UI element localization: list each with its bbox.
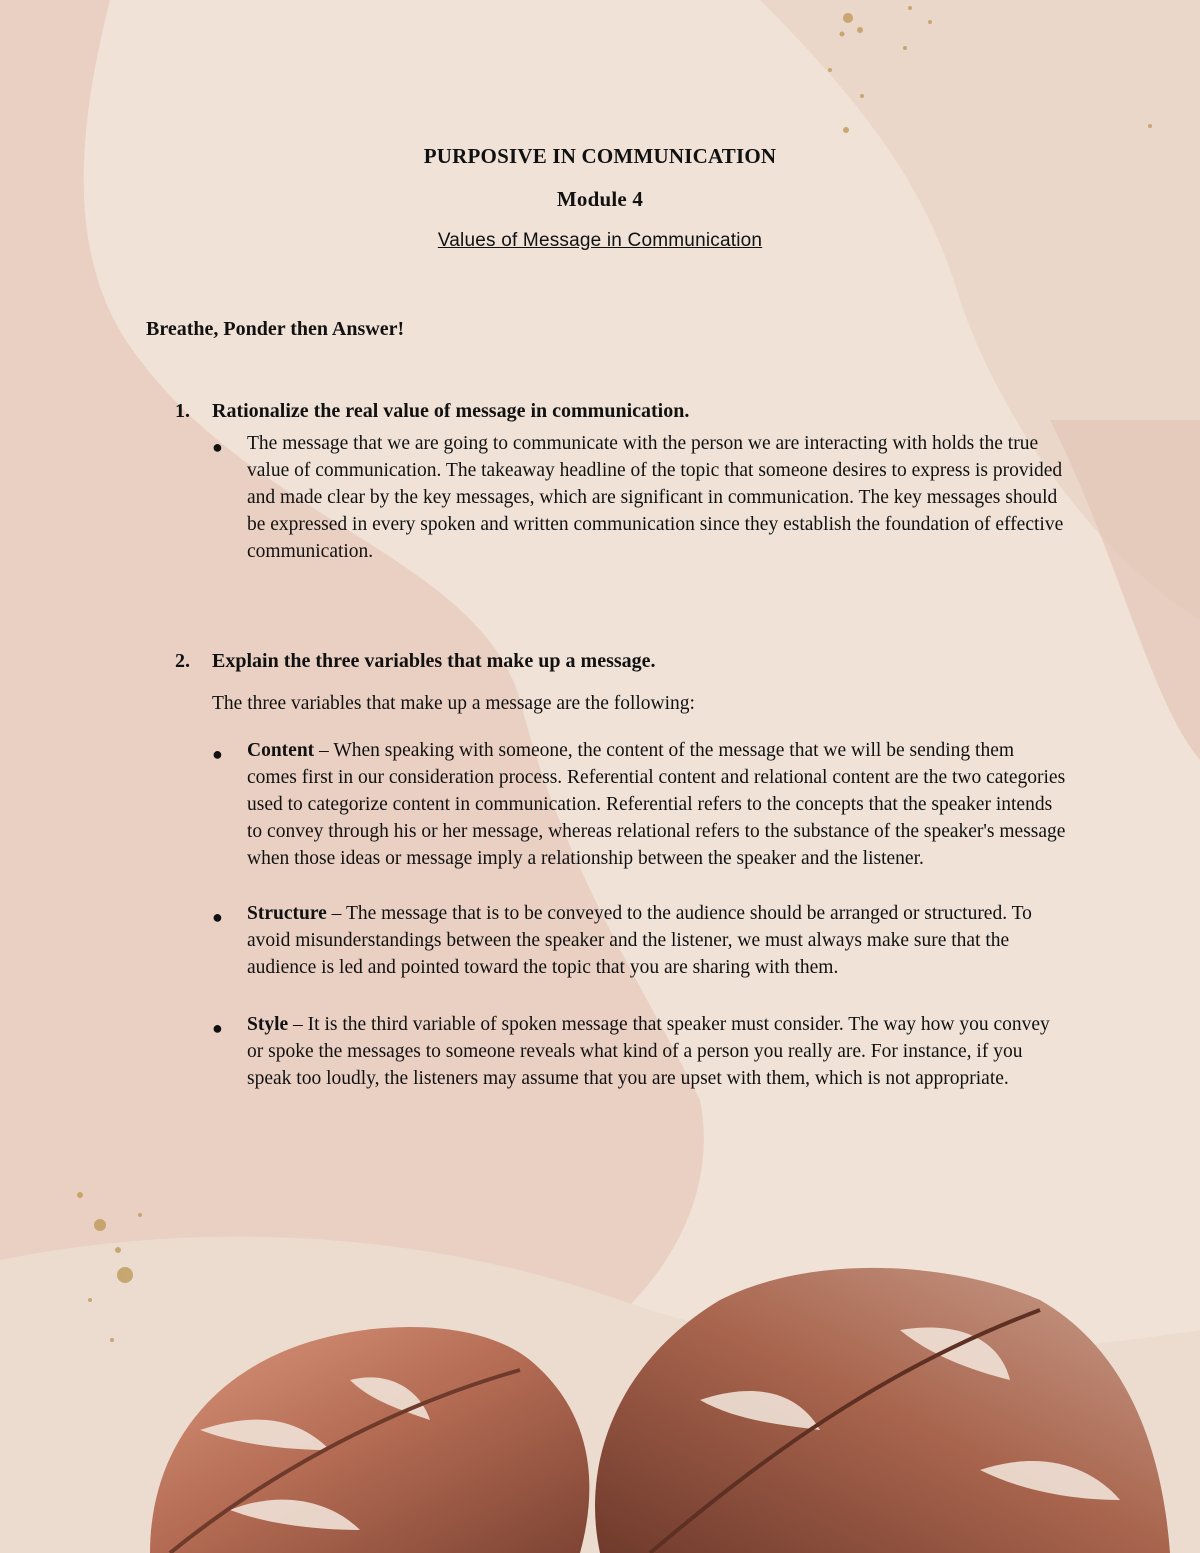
variable-term: Structure [247, 903, 327, 924]
module-number: Module 4 [556, 187, 644, 211]
variable-structure [247, 900, 1067, 981]
course-title: PURPOSIVE IN COMMUNICATION [423, 144, 777, 168]
variable-term: Style [247, 1014, 289, 1035]
question-number: 2. [175, 650, 190, 672]
answer-1: The message that we are going to communicate with the person we are interacting with holds the true value of communication. The takeaway headline of the topic that someone desires to express is provided and made clear by the key messages, which are significant in communication. The key messages should be expressed in every spoken and written communication since they establish the foundation of effective communication. [247, 433, 1064, 562]
question-number: 1. [175, 400, 190, 422]
question-1 [175, 400, 689, 423]
module-subtitle: Values of Message in Communication [437, 230, 763, 251]
bullet-icon: ● [212, 1018, 223, 1038]
variable-definition: – It is the third variable of spoken message that speaker must consider. The way how you convey or spoke the messages to someone reveals what kind of a person you really are. For instance, if you speak too loudly, the listeners may assume that you are upset with them, which is not appropriate. [247, 1014, 1050, 1089]
variable-term: Content [247, 740, 315, 761]
variable-style [247, 1011, 1067, 1092]
variable-definition: – When speaking with someone, the content of the message that we will be sending them comes first in our consideration process. Referential content and relational content are the two categories used to categorize content in communication. Referential refers to the concepts that the speaker intends to convey through his or her message, whereas relational refers to the substance of the speaker's message when those ideas or message imply a relationship between the speaker and the listener. [247, 740, 1066, 869]
question-2 [175, 650, 656, 673]
bullet-icon: ● [212, 437, 223, 457]
bullet-icon: ● [212, 744, 223, 764]
variable-definition: – The message that is to be conveyed to the audience should be arranged or structured. To avoid misunderstandings between the speaker and the listener, we must always make sure that the audience is led and pointed toward the topic that you are sharing with them. [247, 903, 1032, 978]
question-text: Rationalize the real value of message in communication. [212, 400, 690, 422]
activity-prompt: Breathe, Ponder then Answer! [146, 318, 405, 340]
question-text: Explain the three variables that make up a message. [212, 650, 656, 672]
bullet-icon: ● [212, 907, 223, 927]
answer-2-intro: The three variables that make up a message are the following: [212, 693, 695, 714]
variable-content [247, 737, 1067, 872]
